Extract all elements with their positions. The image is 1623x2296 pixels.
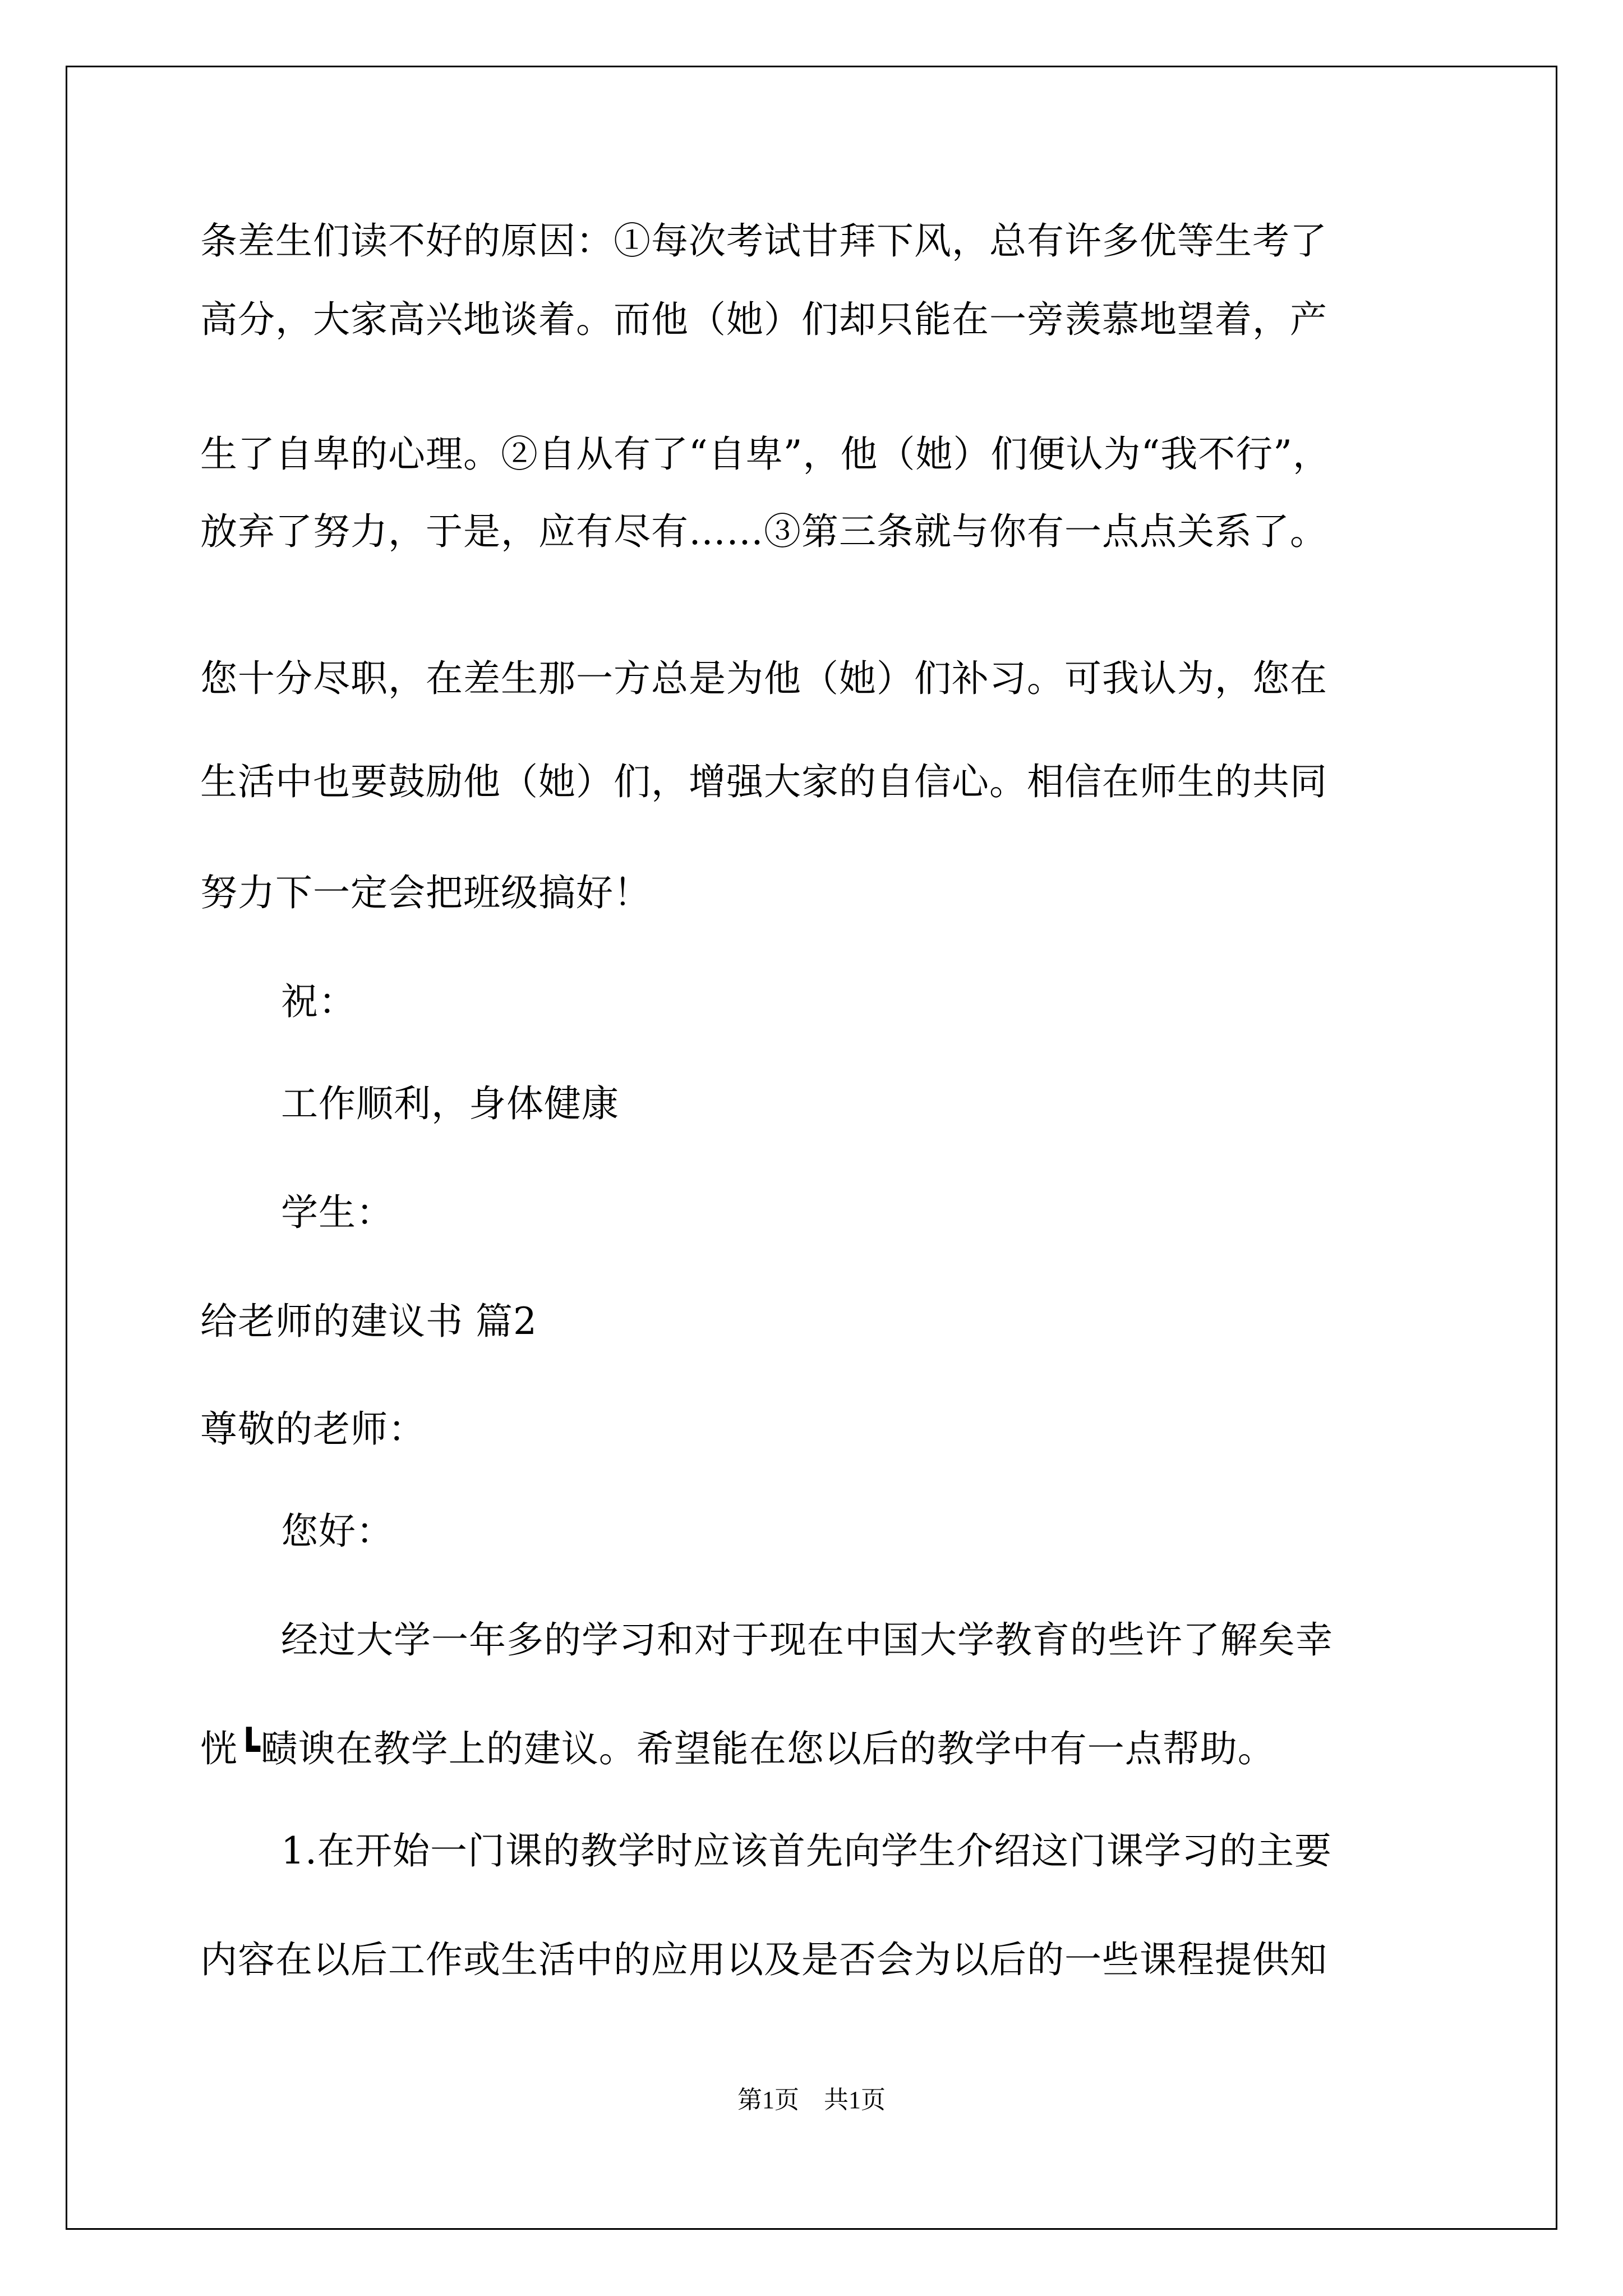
paragraph-line-3: 生了自卑的心理。②自从有了“自卑”，他（她）们便认为“我不行”， xyxy=(200,432,1330,476)
salutation: 尊敬的老师： xyxy=(200,1407,426,1451)
greeting: 您好： xyxy=(281,1510,394,1553)
point1-line-1: 1.在开始一门课的教学时应该首先向学生介绍这门课学习的主要 xyxy=(281,1829,1332,1872)
signature-label: 学生： xyxy=(281,1191,394,1234)
closing-wish: 祝： xyxy=(281,980,356,1023)
point1-line-2: 内容在以后工作或生活中的应用以及是否会为以后的一些课程提供知 xyxy=(200,1938,1327,1981)
page-footer: 第1页 共1页 xyxy=(737,2086,886,2114)
intro-line-1: 经过大学一年多的学习和对于现在中国大学教育的些许了解矣幸 xyxy=(281,1618,1333,1662)
paragraph-line-6: 生活中也要鼓励他（她）们，增强大家的自信心。相信在师生的共同 xyxy=(200,760,1327,803)
paragraph-line-7: 努力下一定会把班级搞好！ xyxy=(200,871,651,914)
paragraph-line-4: 放弃了努力，于是，应有尽有……③第三条就与你有一点点关系了。 xyxy=(200,510,1327,553)
page-border xyxy=(66,66,1557,2230)
intro-line-2: 恍┗赜谀在教学上的建议。希望能在您以后的教学中有一点帮助。 xyxy=(200,1727,1275,1770)
closing-wish-content: 工作顺利，身体健康 xyxy=(281,1082,619,1125)
paragraph-line-1: 条差生们读不好的原因：①每次考试甘拜下风，总有许多优等生考了 xyxy=(200,219,1327,263)
paragraph-line-5: 您十分尽职，在差生那一方总是为他（她）们补习。可我认为，您在 xyxy=(200,657,1327,700)
paragraph-line-2: 高分，大家高兴地谈着。而他（她）们却只能在一旁羡慕地望着，产 xyxy=(200,298,1327,341)
section-title: 给老师的建议书 篇2 xyxy=(200,1300,537,1343)
